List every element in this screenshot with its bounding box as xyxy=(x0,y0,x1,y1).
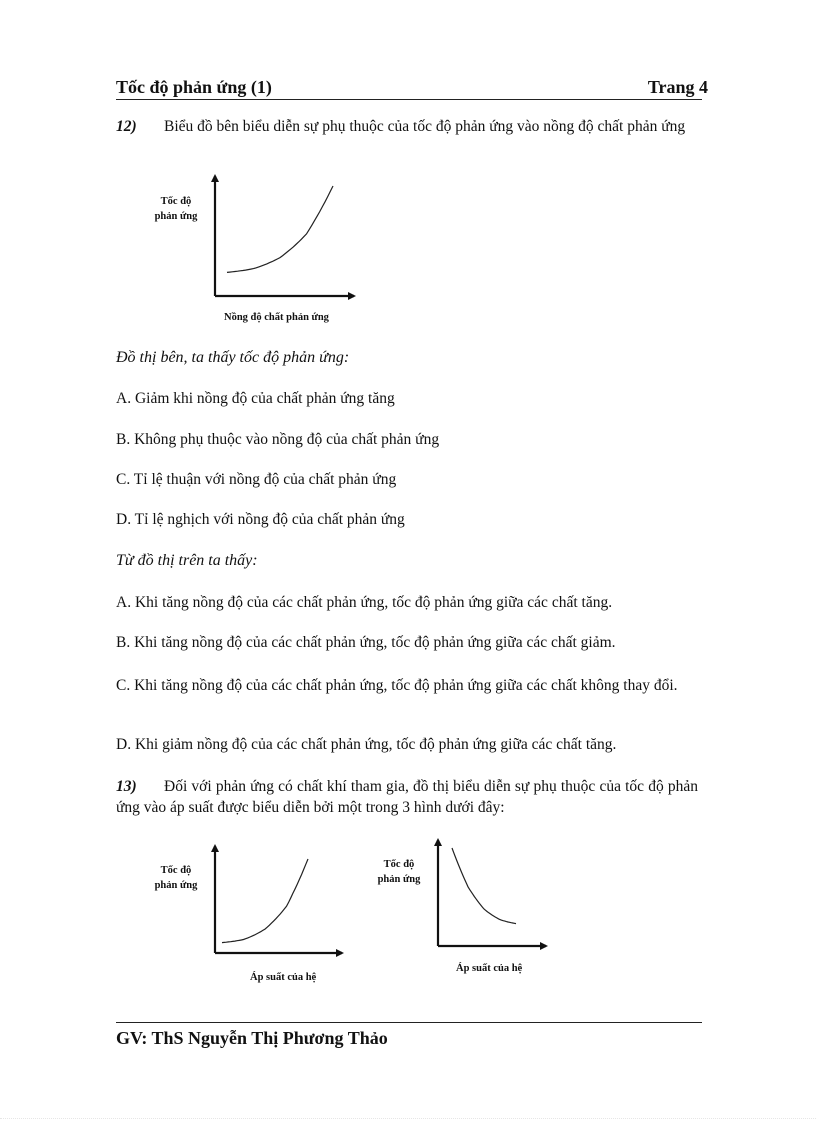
x-axis-label: Áp suất của hệ xyxy=(456,963,523,974)
option-b: B. Không phụ thuộc vào nồng độ của chất phản ứng xyxy=(116,431,440,448)
option-d: D. Khi giảm nồng độ của các chất phản ứng, tốc độ phản ứng giữa các chất tăng. xyxy=(116,736,617,753)
data-curve xyxy=(222,859,308,943)
sub-question-prompt: Đồ thị bên, ta thấy tốc độ phản ứng: xyxy=(116,349,350,366)
question-text: Biểu đồ bên biểu diễn sự phụ thuộc của tốc độ phản ứng vào nồng độ chất phản ứng xyxy=(164,118,686,135)
sub-question-prompt: Từ đồ thị trên ta thấy: xyxy=(116,552,258,569)
option-c: C. Khi tăng nồng độ của các chất phản ứng, tốc độ phản ứng giữa các chất không thay đổi. xyxy=(116,677,678,694)
y-axis-label: Tốc độ phản ứng xyxy=(154,865,198,891)
question-12 xyxy=(116,116,698,137)
y-axis-label: Tốc độ phản ứng xyxy=(377,859,421,885)
page-number: Trang 4 xyxy=(647,77,708,97)
page-header-title: Tốc độ phản ứng (1) xyxy=(116,77,272,97)
x-axis-label: Nồng độ chất phản ứng xyxy=(224,312,329,323)
option-a: A. Giảm khi nồng độ của chất phản ứng tăng xyxy=(116,390,395,407)
question-13 xyxy=(116,776,698,818)
footer-divider xyxy=(116,1022,702,1023)
page-bottom-edge xyxy=(0,1118,816,1119)
chart-pressure-rate-decreasing xyxy=(364,836,564,986)
y-axis-label: Tốc độ phản ứng xyxy=(154,196,198,222)
data-curve xyxy=(452,848,516,924)
data-curve xyxy=(227,186,333,272)
option-b: B. Khi tăng nồng độ của các chất phản ứng, tốc độ phản ứng giữa các chất giảm. xyxy=(116,634,616,651)
option-a: A. Khi tăng nồng độ của các chất phản ứng, tốc độ phản ứng giữa các chất tăng. xyxy=(116,594,613,611)
question-number: 13) xyxy=(116,778,137,795)
x-axis-label: Áp suất của hệ xyxy=(250,972,317,983)
option-d: D. Tỉ lệ nghịch với nồng độ của chất phản ứng xyxy=(116,511,405,528)
chart-concentration-rate xyxy=(140,172,370,332)
header-divider xyxy=(116,99,702,100)
chart-pressure-rate-increasing xyxy=(140,842,360,992)
option-c: C. Tỉ lệ thuận với nồng độ của chất phản ứng xyxy=(116,471,397,488)
footer-author: GV: ThS Nguyễn Thị Phương Thảo xyxy=(116,1028,388,1048)
question-text: Đối với phản ứng có chất khí tham gia, đồ thị biểu diễn sự phụ thuộc của tốc độ phản ứng vào áp suất được biểu diễn bởi một trong 3 hình dưới đây: xyxy=(116,778,698,816)
question-number: 12) xyxy=(116,118,137,135)
